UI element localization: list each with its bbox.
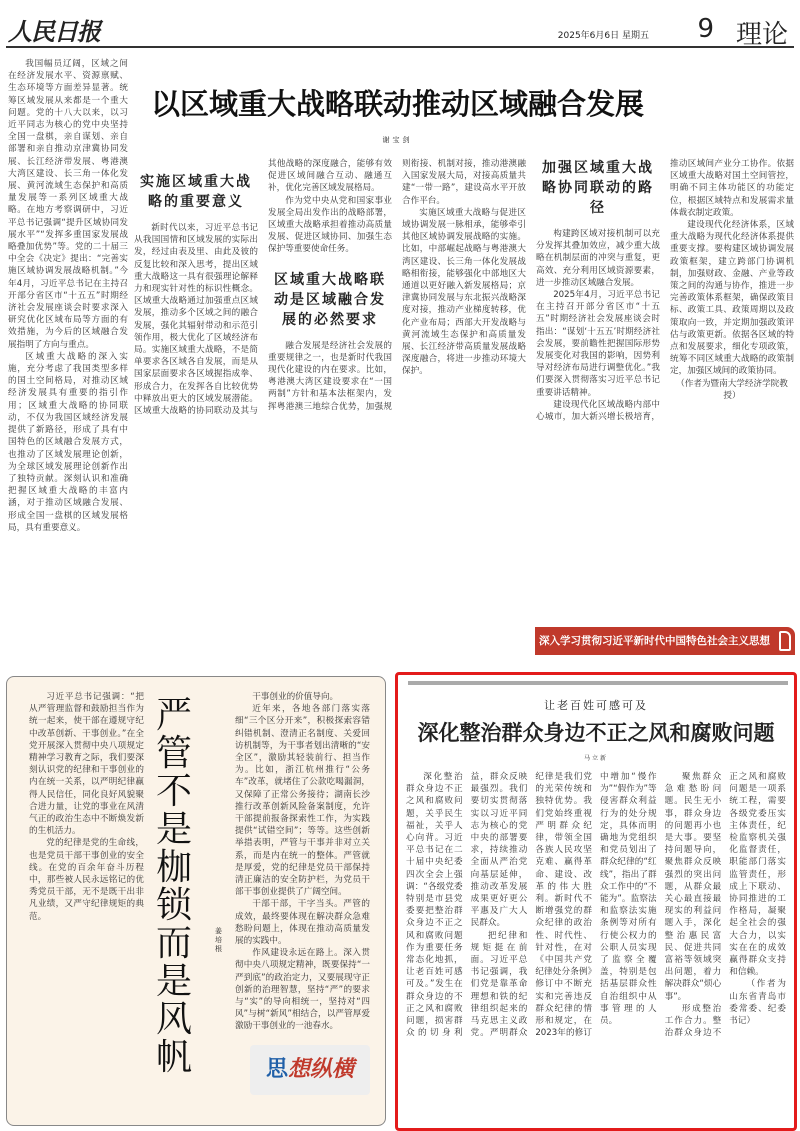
pen-icon [779, 631, 791, 651]
feature-body [406, 771, 786, 1120]
feature-article [395, 672, 797, 1131]
paragraph: 干事创业的价值导向。 [252, 692, 339, 702]
paragraph: 把纪律和规矩挺在前面。习近平总书记强调，我们党是靠革命理想和铁的纪律组织起来的马克思主义政党。严明群众纪律是我们党的光荣传统和独特优势。我们党始终重视严明群众纪律，带领全国各族人民攻坚克难、赢得革命、建设、改革的伟大胜利。新时代不断增强党的群众纪律的政治性、时代性、针对性，在对《中国共产党纪律处分条例》修订中不断充实和完善违反群众纪律的情形和规定，在2023年的修订中增加“慢作为”“假作为”等侵害群众利益行为的处分规定，具体而明确地为党组织和党员划出了群众纪律的“红线”，指出了群众工作中的“不能为”。监察法和监察法实施条例等对所有行使公权力的公职人员实现了监察全覆盖，特别是包括基层群众性自治组织中从事管理的人员。 [470, 772, 657, 1039]
section-heading: 区域重大战略联动是区域融合发展的必然要求 [274, 271, 386, 328]
paragraph: 深化整治群众身边不正之风和腐败问题，关乎民生福祉，关乎人心向背。习近平总书记在二十届中央纪委四次全会上强调：“各级党委特别是市县党委要把整治群众身边不正之风和腐败问题作为重要任务常态化地抓，让老百姓可感可及。”发生在群众身边的不正之风和腐败问题，损害群众的切身利益，群众反映最强烈。我们要切实贯彻落实以习近平同志为核心的党中央的部署要求，持续推动全面从严治党向基层延伸，推动改革发展成果更好更公平惠及广大人民群众。 [406, 772, 528, 1039]
paragraph: 我国幅员辽阔，区域之间在经济发展水平、资源禀赋、生态环境等方面差异显著。统筹区域发展从来都是一个重大问题。党的十八大以来，以习近平同志为核心的党中央坚持全国一盘棋，亲自谋划、亲自部署和亲自推动京津冀协同发展、长江经济带发展、粤港澳大湾区建设、长三角一体化发展、黄河流域生态保护和高质量发展等一系列区域重大战略。在地方考察调研中，习近平总书记强调“提升区域协同发展水平”“发挥多重国家发展战略叠加优势”等。党的二十届三中全会《决定》提出：“完善实施区域协调发展战略机制。”今年4月，习近平总书记在主持召开部分省区市“十五五”时期经济社会发展座谈会时要求深入研究优化区域布局等方面的有效措施，为今后的区域融合发展指明了方向与重点。 [8, 59, 128, 350]
main-article-author: 谢宝剑 [382, 136, 413, 144]
paragraph: 新时代以来，习近平总书记从我国国情和区域发展的实际出发，经过由表及里、由此及彼的反复比较和深入思考，提出区域重大战略这一具有很强理论解释力和现实针对性的标识性概念。区域重大战略通过加强重点区域发展，推动多个区域之间的融合发展，强化其辐射带动和示范引领作用，极大优化了区域经济布局。实施区域重大战略，不是简单要求各区域各自发展，而是从国家层面要求各区域握指成拳、形成合力，在发挥各自比较优势中释放出更大的区域发展潜能。区域重大战略的协同联动及其与其他战略的深度融合，能够有效促进区域间融合互动、融通互补，优化完善区域发展格局。 [134, 159, 392, 417]
section-heading: 实施区域重大战略的重要意义 [140, 174, 252, 210]
paragraph: 干部干部，干字当头。严管的成效，最终要体现在解决群众急难愁盼问题上，体现在推动高质量发展的实践中。 [235, 899, 370, 947]
section-name: 理论 [735, 20, 788, 50]
main-article-body [134, 158, 794, 620]
logo-part: 想纵横 [288, 1057, 355, 1082]
opinion-text-left [29, 691, 144, 1111]
divider [408, 681, 788, 685]
paragraph: 形成整治工作合力。整治群众身边不正之风和腐败问题是一项系统工程，需要各级党委压实主体责任，纪检监察机关强化监督责任，职能部门落实监管责任，形成上下联动、协同推进的工作格局，凝聚起全社会的强大合力，以实实在在的成效赢得群众支持和信赖。 [664, 772, 786, 1039]
author-note: （作者为山东省青岛市委常委、纪委书记） [729, 979, 786, 1027]
paragraph: 聚焦群众急难愁盼问题。民生无小事，群众身边的问题再小也是大事。要坚持问题导向，聚焦群众反映强烈的突出问题，从群众最关心最直接最现实的利益问题入手，深化整治惠民富民、促进共同富裕等领域突出问题，着力解决群众“烦心事”。 [664, 772, 722, 1002]
column-logo [250, 1045, 370, 1095]
feature-author: 马立新 [583, 755, 608, 762]
paragraph: 2025年4月，习近平总书记在主持召开部分省区市“十五五”时期经济社会发展座谈会时指出：“谋划‘十五五’时期经济社会发展，要前瞻性把握国际形势发展变化对我国的影响，因势利导对经济布局进行调整优化。”我们要深入贯彻落实习近平总书记重要讲话精神。 [536, 290, 660, 398]
opinion-title: 严管不是枷锁而是风帆 [155, 695, 192, 1078]
page-number: 9 [697, 14, 714, 44]
paragraph: 近年来，各地各部门落实落细“三个区分开来”，积极探索容错纠错机制、澄清正名制度、关爱回访机制等，为干事者划出清晰的“安全区”，激励其轻装前行、担当作为。比如，浙江杭州推行“公务车”改革，就堵住了公款吃喝漏洞，又保障了正常公务接待；湖南长沙推行改革创新风险备案制度，允许干部提前报备探索性工作，为实践提供“试错空间”；等等。这些创新举措表明，严管与干事并非对立关系，而是内在统一的整体。严管就是厚爱，党的纪律是党员干部保持清正廉洁的安全防护栏，为党员干部干事创业提供了广阔空间。 [235, 704, 370, 898]
newspaper-logo: 人民日报 [8, 17, 100, 46]
paragraph: 建设现代化区域战略内部中心城市，加大新兴增长极培育，推动区域间产业分工协作。依据区域重大战略对国土空间管控，明确不同主体功能区的功能定位，根据区域特点和发展需求量体裁衣制定政策。 [536, 159, 794, 423]
theme-banner [535, 627, 795, 655]
author-note: （作者为暨南大学经济学院教授） [676, 378, 788, 401]
logo-part: 思 [265, 1057, 288, 1082]
opinion-column [6, 676, 386, 1126]
feature-subtitle: 让老百姓可感可及 [544, 699, 648, 712]
main-article-intro-left [8, 58, 128, 658]
paragraph: 习近平总书记强调：“把从严管理监督和鼓励担当作为统一起来，使干部在遵规守纪中改革创新、干事创业。”在全党开展深入贯彻中央八项规定精神学习教育之际，我们要深刻认识党的纪律和干事创业的内在统一关系，以严明纪律赢得人民信任，同化良好风貌聚合进力量，让党的事业在风清气正的政治生态中不断焕发新的生机活力。 [29, 692, 144, 837]
paragraph: 建设现代化经济体系，区域重大战略为现代化经济体系提供重要支撑。要构建区域协调发展政策框架，建立跨部门协调机制，加强财政、金融、产业等政策之间的沟通与协作，推进一步完善政策体系框架，确保政策目标、政策工具、政策周期以及政策取向一致，并定期加强政策评估与政策更新。依据各区域的特点和发展要求，细化专项政策，统筹不同区域重大战略的政策制定，加强区域间的政策协同。 [670, 220, 794, 377]
opinion-text-right [235, 691, 370, 1033]
paragraph: 作风建设永远在路上。深入贯彻中央八项规定精神，既要保持“一严到底”的政治定力，又要展现守正创新的治理智慧，坚持“严”的要求与“实”的导向相统一，坚持对“四风”与树“新风”相结合，以严管厚爱激励干事创业的一池春水。 [235, 948, 370, 1032]
masthead [6, 8, 794, 48]
opinion-author: 姜培根 [215, 927, 222, 953]
paragraph: 实施区域重大战略与促进区域协调发展一脉相承，能够牵引其他区域协调发展战略的实施。比如，中部崛起战略与粤港澳大湾区建设、长三角一体化发展战略相衔接，能够强化中部地区大通道以更好融入新发展格局；京津冀协同发展与东北振兴战略深度对接，推动产业梯度转移，优化产业布局；西部大开发战略与黄河流域生态保护和高质量发展、长江经济带高质量发展战略深度融合，将进一步推动环境大保护。 [402, 207, 526, 377]
paragraph: 构建跨区域对接机制可以充分发挥其叠加效应，减少重大战略在机制层面的冲突与重复，更高效、充分利用区域资源要素，进一步推动区域融合发展。 [536, 229, 660, 288]
paragraph: 作为党中央从党和国家事业发展全局出发作出的战略部署，区域重大战略承担着推动高质量发展、促进区域协同、加强生态保护等重要使命任务。 [268, 195, 392, 255]
section-heading: 加强区域重大战略协同联动的路径 [542, 160, 654, 216]
paragraph: 党的纪律是党的生命线，也是党员干部干事创业的安全线。在党的百余年奋斗历程中，那些被人民永远铭记的优秀党员干部，无不是既干出非凡业绩，又严守纪律规矩的典范。 [29, 838, 144, 922]
paragraph: 融合发展是经济社会发展的重要规律之一，也是新时代我国现代化建设的内在要求。比如，粤港澳大湾区建设要求在“一国两制”方针和基本法框架内，发挥粤港澳三地综合优势，加强规则衔接、机制对接，推动港澳融入国家发展大局，对接高质量共建“一带一路”，建设高水平开放合作平台。 [268, 159, 526, 412]
feature-title: 深化整治群众身边不正之风和腐败问题 [417, 720, 775, 745]
issue-date: 2025年6月6日 星期五 [557, 31, 649, 41]
paragraph: 区域重大战略的深入实施，充分考虑了我国类型多样的国土空间格局，对推动区域经济发展具有重要的指引作用；区域重大战略的协同联动，不仅为我国区域经济发展提供了新路径，形成了具有中国特色的区域融合发展方式，也推动了区域发展理论创新，为全球区域发展理论创新作出了独特贡献。深刻认识和准确把握区域重大战略的丰富内涵，对于推动区域融合发展、形成全国一盘棋的区域发展格局，具有重要意义。 [8, 351, 128, 533]
main-article-title: 以区域重大战略联动推动区域融合发展 [150, 87, 644, 121]
banner-text: 深入学习贯彻习近平新时代中国特色社会主义思想 [539, 635, 770, 647]
